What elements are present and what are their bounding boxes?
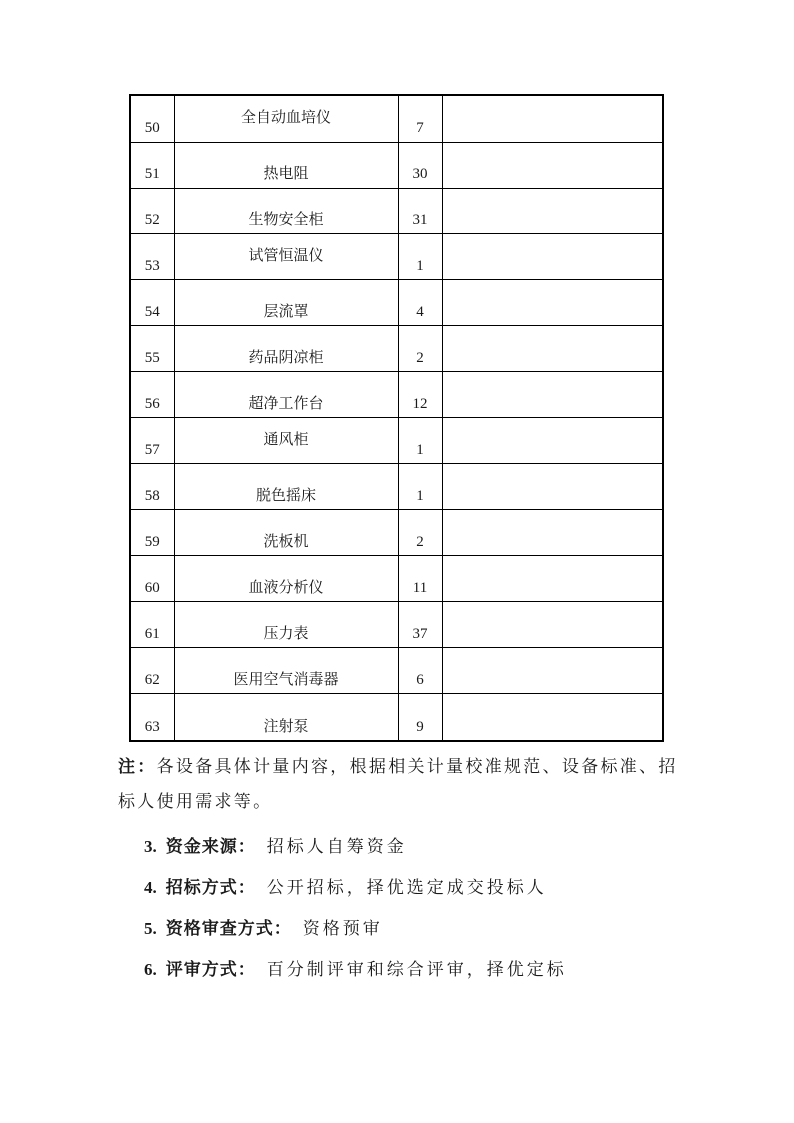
numbered-item — [144, 834, 567, 860]
row-seq: 56 — [130, 372, 174, 418]
table-row — [130, 510, 663, 556]
table-row — [130, 418, 663, 464]
row-equipment-name: 血液分析仪 — [174, 556, 398, 602]
row-seq: 52 — [130, 188, 174, 234]
numbered-item — [144, 916, 567, 942]
row-blank-cell — [442, 464, 663, 510]
table-row — [130, 372, 663, 418]
item-number: 3. — [144, 837, 157, 856]
row-quantity: 6 — [398, 648, 442, 694]
item-number: 5. — [144, 919, 157, 938]
row-equipment-name: 生物安全柜 — [174, 188, 398, 234]
item-text: 招标人自筹资金 — [266, 837, 407, 856]
note-line1-text: 各设备具体计量内容，根据相关计量校准规范、设备标准、招 — [156, 757, 678, 776]
row-seq: 57 — [130, 418, 174, 464]
item-text: 百分制评审和综合评审，择优定标 — [266, 960, 567, 979]
row-blank-cell — [442, 602, 663, 648]
row-seq: 60 — [130, 556, 174, 602]
row-quantity: 1 — [398, 418, 442, 464]
row-seq: 53 — [130, 234, 174, 280]
table-row — [130, 234, 663, 280]
row-seq: 55 — [130, 326, 174, 372]
row-equipment-name: 试管恒温仪 — [174, 234, 398, 280]
row-quantity: 2 — [398, 510, 442, 556]
numbered-item — [144, 875, 567, 901]
row-quantity: 30 — [398, 142, 442, 188]
row-blank-cell — [442, 142, 663, 188]
row-equipment-name: 层流罩 — [174, 280, 398, 326]
item-text: 公开招标，择优选定成交投标人 — [266, 878, 547, 897]
row-blank-cell — [442, 372, 663, 418]
row-quantity: 9 — [398, 694, 442, 741]
row-blank-cell — [442, 510, 663, 556]
row-seq: 59 — [130, 510, 174, 556]
note-line2-text: 标人使用需求等。 — [118, 792, 273, 811]
item-label: 资格审查方式： — [165, 919, 292, 938]
row-quantity: 11 — [398, 556, 442, 602]
item-text: 资格预审 — [302, 919, 383, 938]
row-seq: 50 — [130, 95, 174, 142]
table-row — [130, 602, 663, 648]
row-equipment-name: 压力表 — [174, 602, 398, 648]
row-blank-cell — [442, 694, 663, 741]
row-quantity: 12 — [398, 372, 442, 418]
row-equipment-name: 医用空气消毒器 — [174, 648, 398, 694]
row-seq: 54 — [130, 280, 174, 326]
row-quantity: 2 — [398, 326, 442, 372]
item-label: 评审方式： — [165, 960, 256, 979]
row-quantity: 7 — [398, 95, 442, 142]
item-label: 招标方式： — [165, 878, 256, 897]
row-blank-cell — [442, 326, 663, 372]
row-blank-cell — [442, 95, 663, 142]
table-row — [130, 142, 663, 188]
note-label: 注： — [118, 757, 157, 776]
row-seq: 63 — [130, 694, 174, 741]
table-row — [130, 326, 663, 372]
table-row — [130, 464, 663, 510]
row-quantity: 1 — [398, 234, 442, 280]
item-number: 6. — [144, 960, 157, 979]
row-blank-cell — [442, 648, 663, 694]
row-seq: 58 — [130, 464, 174, 510]
numbered-items — [144, 834, 567, 998]
note-line-2 — [118, 784, 738, 819]
table-row — [130, 556, 663, 602]
row-seq: 51 — [130, 142, 174, 188]
equipment-table — [129, 94, 664, 742]
row-seq: 61 — [130, 602, 174, 648]
item-label: 资金来源： — [165, 837, 256, 856]
table-row — [130, 280, 663, 326]
row-equipment-name: 脱色摇床 — [174, 464, 398, 510]
row-equipment-name: 全自动血培仪 — [174, 95, 398, 142]
row-blank-cell — [442, 556, 663, 602]
numbered-item — [144, 957, 567, 983]
row-blank-cell — [442, 234, 663, 280]
row-equipment-name: 注射泵 — [174, 694, 398, 741]
row-equipment-name: 通风柜 — [174, 418, 398, 464]
table-row — [130, 648, 663, 694]
row-seq: 62 — [130, 648, 174, 694]
row-equipment-name: 热电阻 — [174, 142, 398, 188]
row-blank-cell — [442, 280, 663, 326]
note-line-1 — [118, 749, 738, 784]
row-quantity: 1 — [398, 464, 442, 510]
row-equipment-name: 药品阴凉柜 — [174, 326, 398, 372]
table-row — [130, 694, 663, 741]
row-quantity: 31 — [398, 188, 442, 234]
row-equipment-name: 超净工作台 — [174, 372, 398, 418]
row-blank-cell — [442, 188, 663, 234]
note-paragraph — [118, 749, 738, 819]
row-blank-cell — [442, 418, 663, 464]
row-quantity: 37 — [398, 602, 442, 648]
item-number: 4. — [144, 878, 157, 897]
row-quantity: 4 — [398, 280, 442, 326]
table-row — [130, 95, 663, 142]
table-row — [130, 188, 663, 234]
row-equipment-name: 洗板机 — [174, 510, 398, 556]
